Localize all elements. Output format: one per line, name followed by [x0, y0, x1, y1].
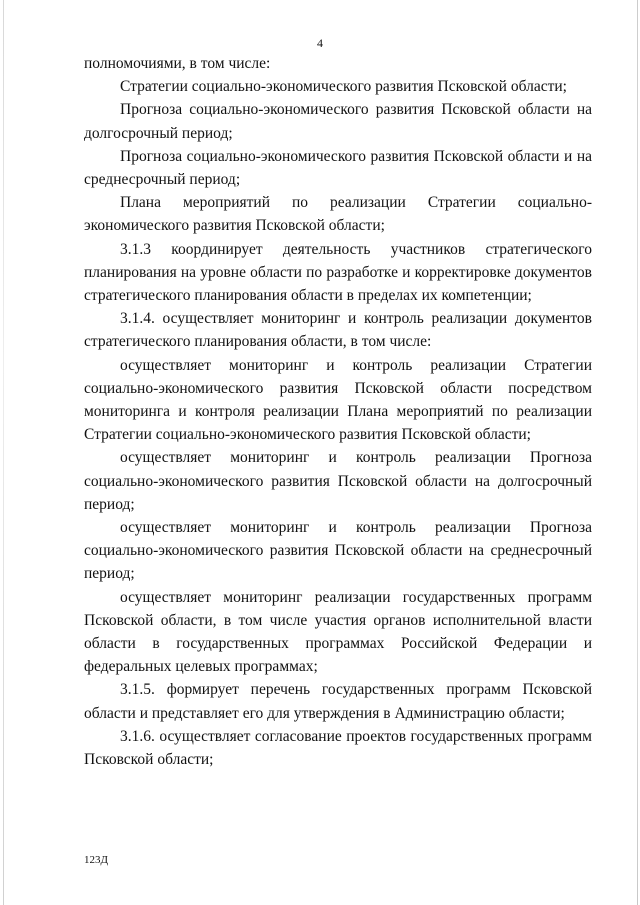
- paragraph: Прогноза социально-экономического развития Псковской области на долгосрочный период;: [84, 101, 592, 142]
- paragraph: 3.1.5. формирует перечень государственных программ Псковской области и представляет его для утверждения в Администрацию области;: [84, 681, 592, 722]
- paragraph: 3.1.4. осуществляет мониторинг и контроль реализации документов стратегического планирования области, в том числе:: [84, 310, 592, 351]
- paragraph: осуществляет мониторинг реализации государственных программ Псковской области, в том числе участия органов исполнительной власти области в государственных программах Российской Федерации и федеральных целевых программах;: [84, 588, 592, 676]
- scan-edge-right: [637, 0, 638, 905]
- paragraph: Прогноза социально-экономического развития Псковской области и на среднесрочный период;: [84, 147, 592, 189]
- document-body: [84, 52, 592, 771]
- paragraph: полномочиями, в том числе:: [84, 55, 271, 72]
- paragraph: 3.1.6. осуществляет согласование проектов государственных программ Псковской области;: [84, 727, 592, 769]
- paragraph: осуществляет мониторинг и контроль реализации Стратегии социально-экономического развития Псковской области посредством мониторинга и контроля реализации Плана мероприятий по реализации Стратегии социально-экономического развития Псковской области;: [84, 356, 592, 444]
- scan-edge-left: [3, 0, 4, 905]
- footer-code: 123Д: [84, 854, 109, 866]
- paragraph: Стратегии социально-экономического развития Псковской области;: [120, 78, 567, 96]
- paragraph: 3.1.3 координирует деятельность участников стратегического планирования на уровне области по разработке и корректировке документов стратегического планирования области в пределах их компетенции;: [84, 240, 592, 305]
- paragraph: Плана мероприятий по реализации Стратегии социально-экономического развития Псковской области;: [84, 194, 592, 235]
- paragraph: осуществляет мониторинг и контроль реализации Прогноза социально-экономического развития Псковской области на долгосрочный период;: [84, 449, 592, 513]
- page-number: 4: [317, 36, 323, 50]
- paragraph: осуществляет мониторинг и контроль реализации Прогноза социально-экономического развития Псковской области на среднесрочный период;: [84, 519, 592, 583]
